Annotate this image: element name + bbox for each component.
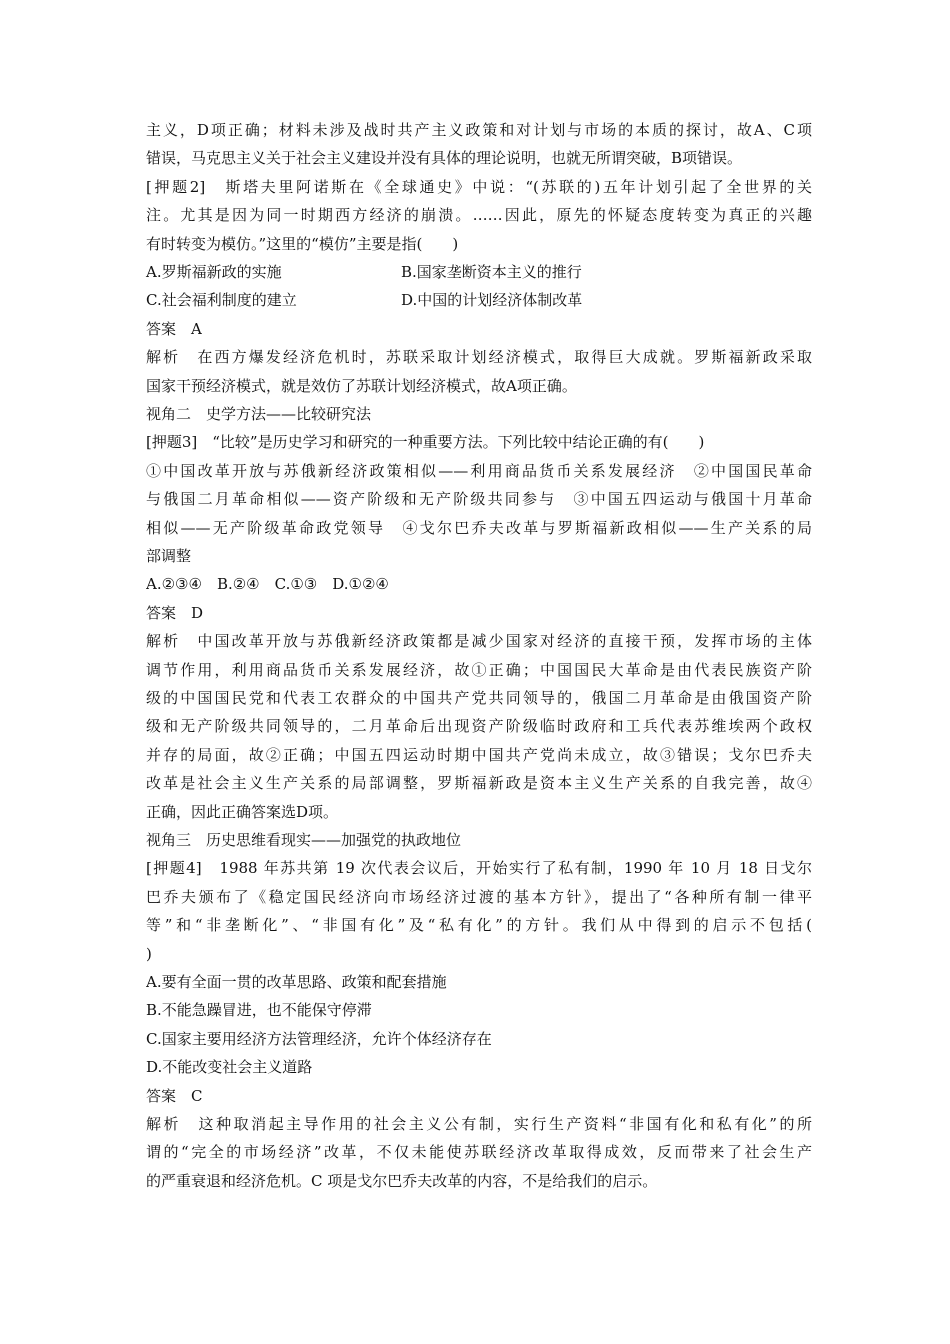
question-stem-line: 相似——无产阶级革命政党领导 ④戈尔巴乔夫改革与罗斯福新政相似——生产关系的局 <box>146 518 812 537</box>
document-page <box>146 116 812 1195</box>
options-line: A.②③④ B.②④ C.①③ D.①②④ <box>146 575 389 594</box>
option-c: C.国家主要用经济方法管理经济，允许个体经济存在 <box>146 1029 492 1048</box>
option-b: B.国家垄断资本主义的推行 <box>401 262 582 281</box>
question-stem-line: 部调整 <box>146 546 192 565</box>
analysis-line: 谓的“完全的市场经济”改革，不仅未能使苏联经济改革取得成效，反而带来了社会生产 <box>146 1143 812 1162</box>
text-line: 主义，D项正确；材料未涉及战时共产主义政策和对计划与市场的本质的探讨，故A、C项 <box>146 121 812 139</box>
analysis-line: 解析 在西方爆发经济危机时，苏联采取计划经济模式，取得巨大成就。罗斯福新政采取 <box>146 348 812 367</box>
question-stem-line: 等”和“非垄断化”、“非国有化”及“私有化”的方针。我们从中得到的启示不包括( <box>146 916 812 935</box>
section-heading: 视角二 史学方法——比较研究法 <box>146 404 372 423</box>
analysis-line: 调节作用，利用商品货币关系发展经济，故①正确；中国国民大革命是由代表民族资产阶 <box>146 660 812 679</box>
question-stem-line: [押题4] 1988 年苏共第 19 次代表会议后，开始实行了私有制，1990 年 10 月 18 日戈尔 <box>146 859 812 878</box>
option-row <box>146 286 812 314</box>
analysis-line: 的严重衰退和经济危机。C 项是戈尔巴乔夫改革的内容，不是给我们的启示。 <box>146 1171 658 1190</box>
question-stem-line: ) <box>146 944 152 963</box>
analysis-line: 正确，因此正确答案选D项。 <box>146 802 339 821</box>
option-c: C.社会福利制度的建立 <box>146 291 297 310</box>
option-d: D.中国的计划经济体制改革 <box>401 291 583 310</box>
question-4 <box>146 854 812 1195</box>
option-row <box>146 258 812 286</box>
question-stem-line: 与俄国二月革命相似——资产阶级和无产阶级共同参与 ③中国五四运动与俄国十月革命 <box>146 490 812 509</box>
answer-line: 答案 D <box>146 603 204 622</box>
answer-line: 答案 C <box>146 1086 203 1105</box>
question-stem-line: 巴乔夫颁布了《稳定国民经济向市场经济过渡的基本方针》，提出了“各种所有制一律平 <box>146 887 812 906</box>
question-stem-line: 注。尤其是因为同一时期西方经济的崩溃。……因此，原先的怀疑态度转变为真正的兴趣 <box>146 206 812 225</box>
section-heading: 视角三 历史思维看现实——加强党的执政地位 <box>146 830 462 849</box>
question-stem-line: 有时转变为模仿。”这里的“模仿”主要是指( ) <box>146 234 459 253</box>
analysis-line: 国家干预经济模式，就是效仿了苏联计划经济模式，故A项正确。 <box>146 376 577 395</box>
option-b: B.不能急躁冒进，也不能保守停滞 <box>146 1001 372 1020</box>
question-3 <box>146 428 812 826</box>
option-a: A.罗斯福新政的实施 <box>146 262 282 281</box>
analysis-line: 解析 中国改革开放与苏俄新经济政策都是减少国家对经济的直接干预，发挥市场的主体 <box>146 632 812 651</box>
question-2 <box>146 173 812 400</box>
question-stem-line: ①中国改革开放与苏俄新经济政策相似——利用商品货币关系发展经济 ②中国国民革命 <box>146 461 812 480</box>
option-d: D.不能改变社会主义道路 <box>146 1058 313 1077</box>
analysis-line: 改革是社会主义生产关系的局部调整，罗斯福新政是资本主义生产关系的自我完善，故④ <box>146 774 812 793</box>
option-a: A.要有全面一贯的改革思路、政策和配套措施 <box>146 972 447 991</box>
question-stem-line: [押题2] 斯塔夫里阿诺斯在《全球通史》中说：“(苏联的)五年计划引起了全世界的关 <box>146 177 812 196</box>
analysis-line: 级的中国国民党和代表工农群众的中国共产党共同领导的，俄国二月革命是由俄国资产阶 <box>146 688 812 707</box>
analysis-line: 解析 这种取消起主导作用的社会主义公有制，实行生产资料“非国有化和私有化”的所 <box>146 1114 812 1133</box>
answer-line: 答案 A <box>146 319 202 338</box>
question-stem-line: [押题3] “比较”是历史学习和研究的一种重要方法。下列比较中结论正确的有( ) <box>146 433 705 452</box>
intro-analysis-continuation <box>146 116 812 173</box>
text-line: 错误，马克思主义关于社会主义建设并没有具体的理论说明，也就无所谓突破，B项错误。 <box>146 149 743 168</box>
analysis-line: 级和无产阶级共同领导的，二月革命后出现资产阶级临时政府和工兵代表苏维埃两个政权 <box>146 717 812 736</box>
analysis-line: 并存的局面，故②正确；中国五四运动时期中国共产党尚未成立，故③错误；戈尔巴乔夫 <box>146 745 812 764</box>
